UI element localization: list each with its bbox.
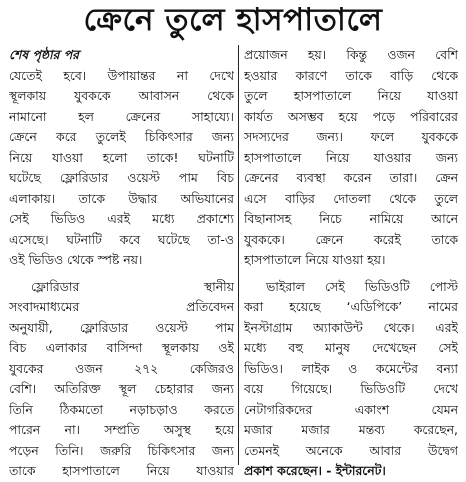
text-line: বিচ এলাকার বাসিন্দা স্থূলকায় ওই — [9, 340, 234, 355]
text-line: ঘটেছে ফ্লোরিডার ওয়েস্ট পাম বিচ — [9, 170, 234, 185]
text-line-credit: প্রকাশ করেছেন। - ইন্টারনেট। — [244, 463, 386, 478]
text-line: মজার মজার মন্তব্য করেছেন, — [244, 422, 458, 437]
column-divider — [238, 45, 239, 465]
continuation-kicker: শেষ পৃষ্ঠার পর — [9, 47, 79, 62]
text-line: ওই ভিডিও থেকে স্পষ্ট নয়। — [9, 252, 143, 267]
text-line: তুলে হাসপাতালে নিয়ে যাওয়া — [244, 88, 458, 103]
text-line: সেই ভিডিও এরই মধ্যে প্রকাশ্যে — [9, 211, 234, 226]
text-line: যুবককে। ক্রেনে করেই তাকে — [244, 231, 458, 247]
text-line: সদস্যদের জন্য। ফলে যুবককে — [244, 129, 458, 144]
text-line: ক্রেনে করে তুলেই চিকিৎসার জন্য — [9, 129, 234, 144]
text-line: ফ্লোরিডার স্থানীয় — [31, 278, 234, 294]
text-line: হওয়ার কারণে তাকে বাড়ি থেকে — [244, 67, 458, 83]
text-line: পড়েন তিনি। জরুরি চিকিৎসার জন্য — [9, 442, 234, 458]
text-line: নিয়ে যাওয়া হলো তাকে! ঘটনাটি — [9, 149, 234, 165]
paragraph-1 — [9, 66, 234, 271]
text-line: অনুযায়ী, ফ্লোরিডার ওয়েস্ট পাম — [9, 319, 234, 335]
text-line: স্থূলকায় যুবককে আবাসন থেকে — [9, 88, 234, 103]
text-line: তিনি ঠিকমতো নড়াচড়াও করতে — [9, 401, 234, 417]
text-line: ভিডিও। লাইক ও কমেন্টের বন্যা — [244, 360, 458, 376]
text-line: মধ্যে বহু মানুষ দেখেছেন সেই — [244, 340, 458, 355]
text-line: ভাইরাল সেই ভিডিওটি পোস্ট — [266, 278, 458, 294]
text-line: প্রয়োজন হয়। কিন্তু ওজন বেশি — [244, 47, 458, 62]
text-line: হাসপাতালে নিয়ে যাওয়ার জন্য — [244, 149, 458, 165]
text-line: এসেছে। ঘটনাটি কবে ঘটেছে তা-ও — [9, 231, 234, 247]
text-line: যুবকের ওজন ২৭২ কেজিরও — [9, 360, 234, 376]
text-line: তাকে হাসপাতালে নিয়ে যাওয়ার — [9, 463, 234, 478]
text-line: কার্যত অসম্ভব হয়ে পড়ে পরিবারের — [244, 108, 458, 124]
text-line: পারেন না। সম্প্রতি অসুস্থ হয়ে — [9, 422, 234, 437]
text-line: বয়ে গিয়েছে। ভিডিওটি দেখে — [244, 381, 458, 396]
paragraph-4 — [244, 277, 458, 482]
text-line: বিছানাসহ নিচে নামিয়ে আনে — [244, 211, 458, 226]
text-line: নামানো হল ক্রেনের সাহায্যে। — [9, 108, 234, 124]
text-line: এলাকায়। তাকে উদ্ধার অভিযানের — [9, 190, 234, 206]
text-line: তেমনই অনেকে আবার উদ্বেগ — [244, 442, 458, 458]
text-line: হাসপাতালে নিয়ে যাওয়া হয়। — [244, 252, 386, 267]
article-column-left — [9, 45, 234, 482]
text-line: ইনস্টাগ্রাম অ্যাকাউন্ট থেকে। এরই — [244, 319, 458, 335]
text-line: ক্রেনের ব্যবস্থা করেন তারা। ক্রেন — [244, 170, 458, 185]
paragraph-3 — [244, 45, 458, 271]
text-line: এসে বাড়ির দোতলা থেকে তুলে — [244, 190, 458, 206]
text-line: যেতেই হবে। উপায়ান্তর না দেখে — [9, 67, 234, 83]
headline: ক্রেনে তুলে হাসপাতালে — [83, 2, 383, 38]
text-line: নেটাগরিকদের একাংশ যেমন — [244, 401, 458, 417]
text-line: করা হয়েছে ‘এডিপিকে’ নামের — [244, 299, 458, 314]
paragraph-2 — [9, 277, 234, 482]
text-line: সংবাদমাধ্যমের প্রতিবেদন — [9, 299, 234, 314]
article-column-right — [244, 45, 458, 482]
text-line: বেশি। অতিরিক্ত স্থূল চেহারার জন্য — [9, 381, 234, 396]
